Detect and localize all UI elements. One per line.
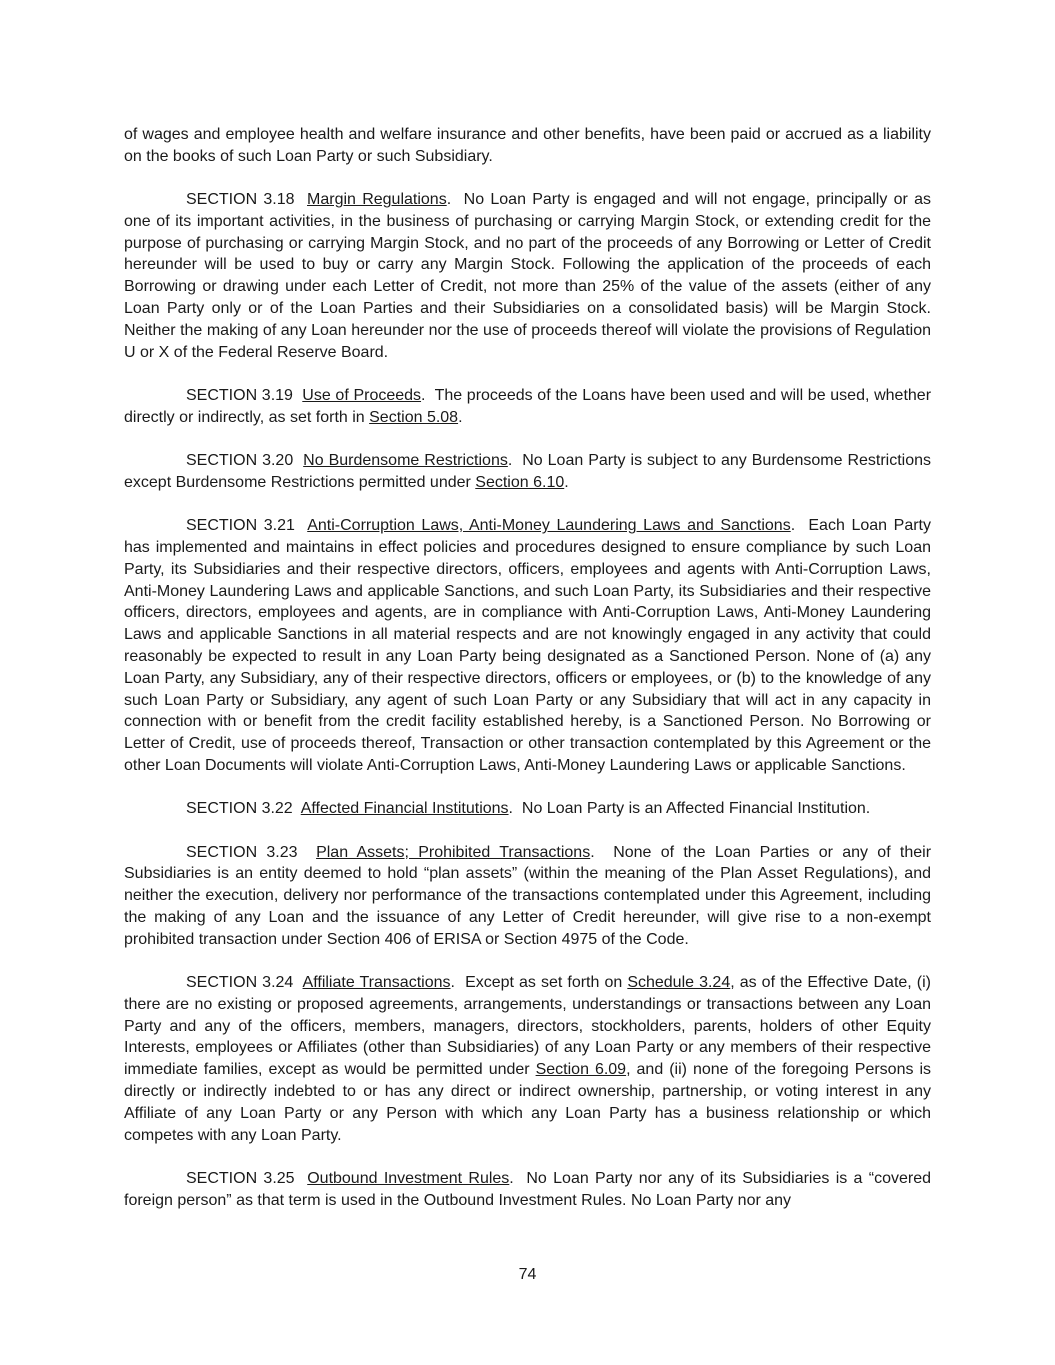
page-number: 74: [518, 1266, 537, 1283]
section-text: .: [458, 408, 463, 426]
section-text: , as of the Effective Date, (i) there are no existing or proposed agreements, arrangements, understandings or transactions between any Loan Party and any of the officers, members, managers, directors, stockholders, parents, holders of other Equity Interests, employees or Affiliates (other than Subsidiaries) of any Loan Party or any members of their respective immediate families, except as would be permitted under: [124, 974, 932, 1079]
section-text: The proceeds of the Loans have been used and will be used, whether directly or indirectly, as set forth in: [124, 386, 932, 426]
section-number: SECTION 3.20: [186, 452, 294, 470]
section-number: SECTION 3.23: [186, 843, 298, 861]
section-text: , and (ii) none of the foregoing Persons is directly or indirectly indebted to or has any direct or indirect ownership, partnership, or voting interest in any Affiliate of any Loan Party or any Person with which any Loan Party has a business relationship or which competes with any Loan Party.: [124, 1061, 931, 1144]
section-heading: Affected Financial Institutions: [300, 800, 509, 818]
cross-reference: Schedule 3.24: [627, 974, 731, 991]
section-3-22: SECTION 3.22 Affected Financial Institutions. No Loan Party is an Affected Financial Institution.: [186, 800, 871, 818]
section-heading: Affiliate Transactions: [302, 974, 451, 991]
section-3-24: SECTION 3.24 Affiliate Transactions. Except as set forth on Schedule 3.24, as of the Effective Date, (i) there are no existing or proposed agreements, arrangements, understandings or transactions between any Loan Party and any of the officers, members, managers, directors, stockholders, parents, holders of other Equity Interests, employees or Affiliates (other than Subsidiaries) of any Loan Party or any members of their respective immediate families, except as would be permitted under Section 6.09, and (ii) none of the foregoing Persons is directly or indirectly indebted to or has any direct or indirect ownership, partnership, or voting interest in any Affiliate of any Loan Party or any Person with which any Loan Party has a business relationship or which competes with any Loan Party.: [124, 974, 932, 1144]
section-text: No Loan Party is subject to any Burdensome Restrictions except Burdensome Restrictions permitted under: [124, 452, 932, 491]
section-3-21: SECTION 3.21 Anti-Corruption Laws, Anti-Money Laundering Laws and Sanctions. Each Loan Party has implemented and maintains in effect policies and procedures designed to ensure compliance by such Loan Party, its Subsidiaries and their respective directors, officers, employees and agents with Anti-Corruption Laws, Anti-Money Laundering Laws and applicable Sanctions, and such Loan Party, its Subsidiaries and their respective officers, directors, employees and agents, are in compliance with Anti-Corruption Laws, Anti-Money Laundering Laws and applicable Sanctions in all material respects and are not knowingly engaged in any activity that could reasonably be expected to result in any Loan Party being designated as a Sanctioned Person. None of (a) any Loan Party, any Subsidiary, any of their respective directors, officers or employees, or (b) to the knowledge of any such Loan Party or Subsidiary, any agent of such Loan Party or any Subsidiary that will act in any capacity in connection with or benefit from the credit facility established hereby, is a Sanctioned Person. No Borrowing or Letter of Credit, use of proceeds thereof, Transaction or other transaction contemplated by this Agreement or the other Loan Documents will violate Anti-Corruption Laws, Anti-Money Laundering Laws or applicable Sanctions.: [124, 517, 932, 774]
section-number: SECTION 3.21: [186, 517, 295, 535]
cross-reference: Section 6.10: [475, 473, 565, 491]
section-text: No Loan Party is engaged and will not engage, principally or as one of its important activities, in the business of purchasing or carrying Margin Stock, or extending credit for the purpose of purchasing or carrying Margin Stock, and no part of the proceeds of any Borrowing or Letter of Credit hereunder will be used to buy or carry any Margin Stock. Following the application of the proceeds of each Borrowing or drawing under each Letter of Credit, not more than 25% of the value of the assets (either of any Loan Party only or of the Loan Parties and their Subsidiaries on a consolidated basis) will be Margin Stock. Neither the making of any Loan hereunder nor the use of proceeds thereof will violate the provisions of Regulation U or X of the Federal Reserve Board.: [124, 191, 931, 361]
section-text: Each Loan Party has implemented and maintains in effect policies and procedures designed to ensure compliance by such Loan Party, its Subsidiaries and their respective directors, officers, employees and agents with Anti-Corruption Laws, Anti-Money Laundering Laws and applicable Sanctions, and such Loan Party, its Subsidiaries and their respective officers, directors, employees and agents, are in compliance with Anti-Corruption Laws, Anti-Money Laundering Laws and applicable Sanctions in all material respects and are not knowingly engaged in any activity that could reasonably be expected to result in any Loan Party being designated as a Sanctioned Person. None of (a) any Loan Party, any Subsidiary, any of their respective directors, officers or employees, or (b) to the knowledge of any such Loan Party or Subsidiary, any agent of such Loan Party or any Subsidiary that will act in any capacity in connection with or benefit from the credit facility established hereby, is a Sanctioned Person. No Borrowing or Letter of Credit, use of proceeds thereof, Transaction or other transaction contemplated by this Agreement or the other Loan Documents will violate Anti-Corruption Laws, Anti-Money Laundering Laws or applicable Sanctions.: [124, 517, 932, 774]
section-heading: Margin Regulations: [307, 191, 447, 209]
section-3-18: SECTION 3.18 Margin Regulations. No Loan Party is engaged and will not engage, principally or as one of its important activities, in the business of purchasing or carrying Margin Stock, or extending credit for the purpose of purchasing or carrying Margin Stock, and no part of the proceeds of any Borrowing or Letter of Credit hereunder will be used to buy or carry any Margin Stock. Following the application of the proceeds of each Borrowing or drawing under each Letter of Credit, not more than 25% of the value of the assets (either of any Loan Party only or of the Loan Parties and their Subsidiaries on a consolidated basis) will be Margin Stock. Neither the making of any Loan hereunder nor the use of proceeds thereof will violate the provisions of Regulation U or X of the Federal Reserve Board.: [124, 191, 931, 361]
section-heading: Plan Assets; Prohibited Transactions: [316, 843, 591, 861]
section-3-19: SECTION 3.19 Use of Proceeds. The proceeds of the Loans have been used and will be used, whether directly or indirectly, as set forth in Section 5.08.: [124, 386, 932, 426]
section-heading: Use of Proceeds: [302, 386, 422, 404]
section-number: SECTION 3.18: [186, 191, 295, 209]
cross-reference: Section 6.09: [535, 1061, 627, 1079]
section-text: .: [564, 473, 569, 491]
section-text: No Loan Party is an Affected Financial Institution.: [521, 800, 871, 818]
section-text: None of the Loan Parties or any of their Subsidiaries is an entity deemed to hold “plan assets” (within the meaning of the Plan Asset Regulations), and neither the execution, delivery nor performance of the transactions contemplated under this Agreement, including the making of any Loan and the issuance of any Letter of Credit hereunder, will give rise to a non-exempt prohibited transaction under Section 406 of ERISA or Section 4975 of the Code.: [124, 843, 932, 948]
section-heading: Outbound Investment Rules: [307, 1169, 510, 1187]
section-number: SECTION 3.22: [186, 800, 293, 818]
section-text: No Loan Party nor any of its Subsidiaries is a “covered foreign person” as that term is used in the Outbound Investment Rules. No Loan Party nor any: [124, 1169, 932, 1209]
cross-reference: Section 5.08: [369, 408, 459, 426]
section-number: SECTION 3.19: [186, 386, 293, 404]
section-number: SECTION 3.24: [186, 974, 294, 991]
section-3-23: SECTION 3.23 Plan Assets; Prohibited Transactions. None of the Loan Parties or any of their Subsidiaries is an entity deemed to hold “plan assets” (within the meaning of the Plan Asset Regulations), and neither the execution, delivery nor performance of the transactions contemplated under this Agreement, including the making of any Loan and the issuance of any Letter of Credit hereunder, will give rise to a non-exempt prohibited transaction under Section 406 of ERISA or Section 4975 of the Code.: [124, 843, 932, 948]
section-text: Except as set forth on: [465, 974, 628, 991]
section-3-25: SECTION 3.25 Outbound Investment Rules. No Loan Party nor any of its Subsidiaries is a “covered foreign person” as that term is used in the Outbound Investment Rules. No Loan Party nor any: [124, 1169, 932, 1209]
document-page: [124, 124, 931, 1233]
section-number: SECTION 3.25: [186, 1169, 295, 1187]
section-3-20: SECTION 3.20 No Burdensome Restrictions. No Loan Party is subject to any Burdensome Restrictions except Burdensome Restrictions permitted under Section 6.10.: [124, 452, 932, 491]
section-heading: No Burdensome Restrictions: [303, 452, 508, 470]
section-heading: Anti-Corruption Laws, Anti-Money Laundering Laws and Sanctions: [307, 517, 791, 535]
continuation-paragraph: of wages and employee health and welfare insurance and other benefits, have been paid or accrued as a liability on the books of such Loan Party or such Subsidiary.: [124, 126, 931, 165]
